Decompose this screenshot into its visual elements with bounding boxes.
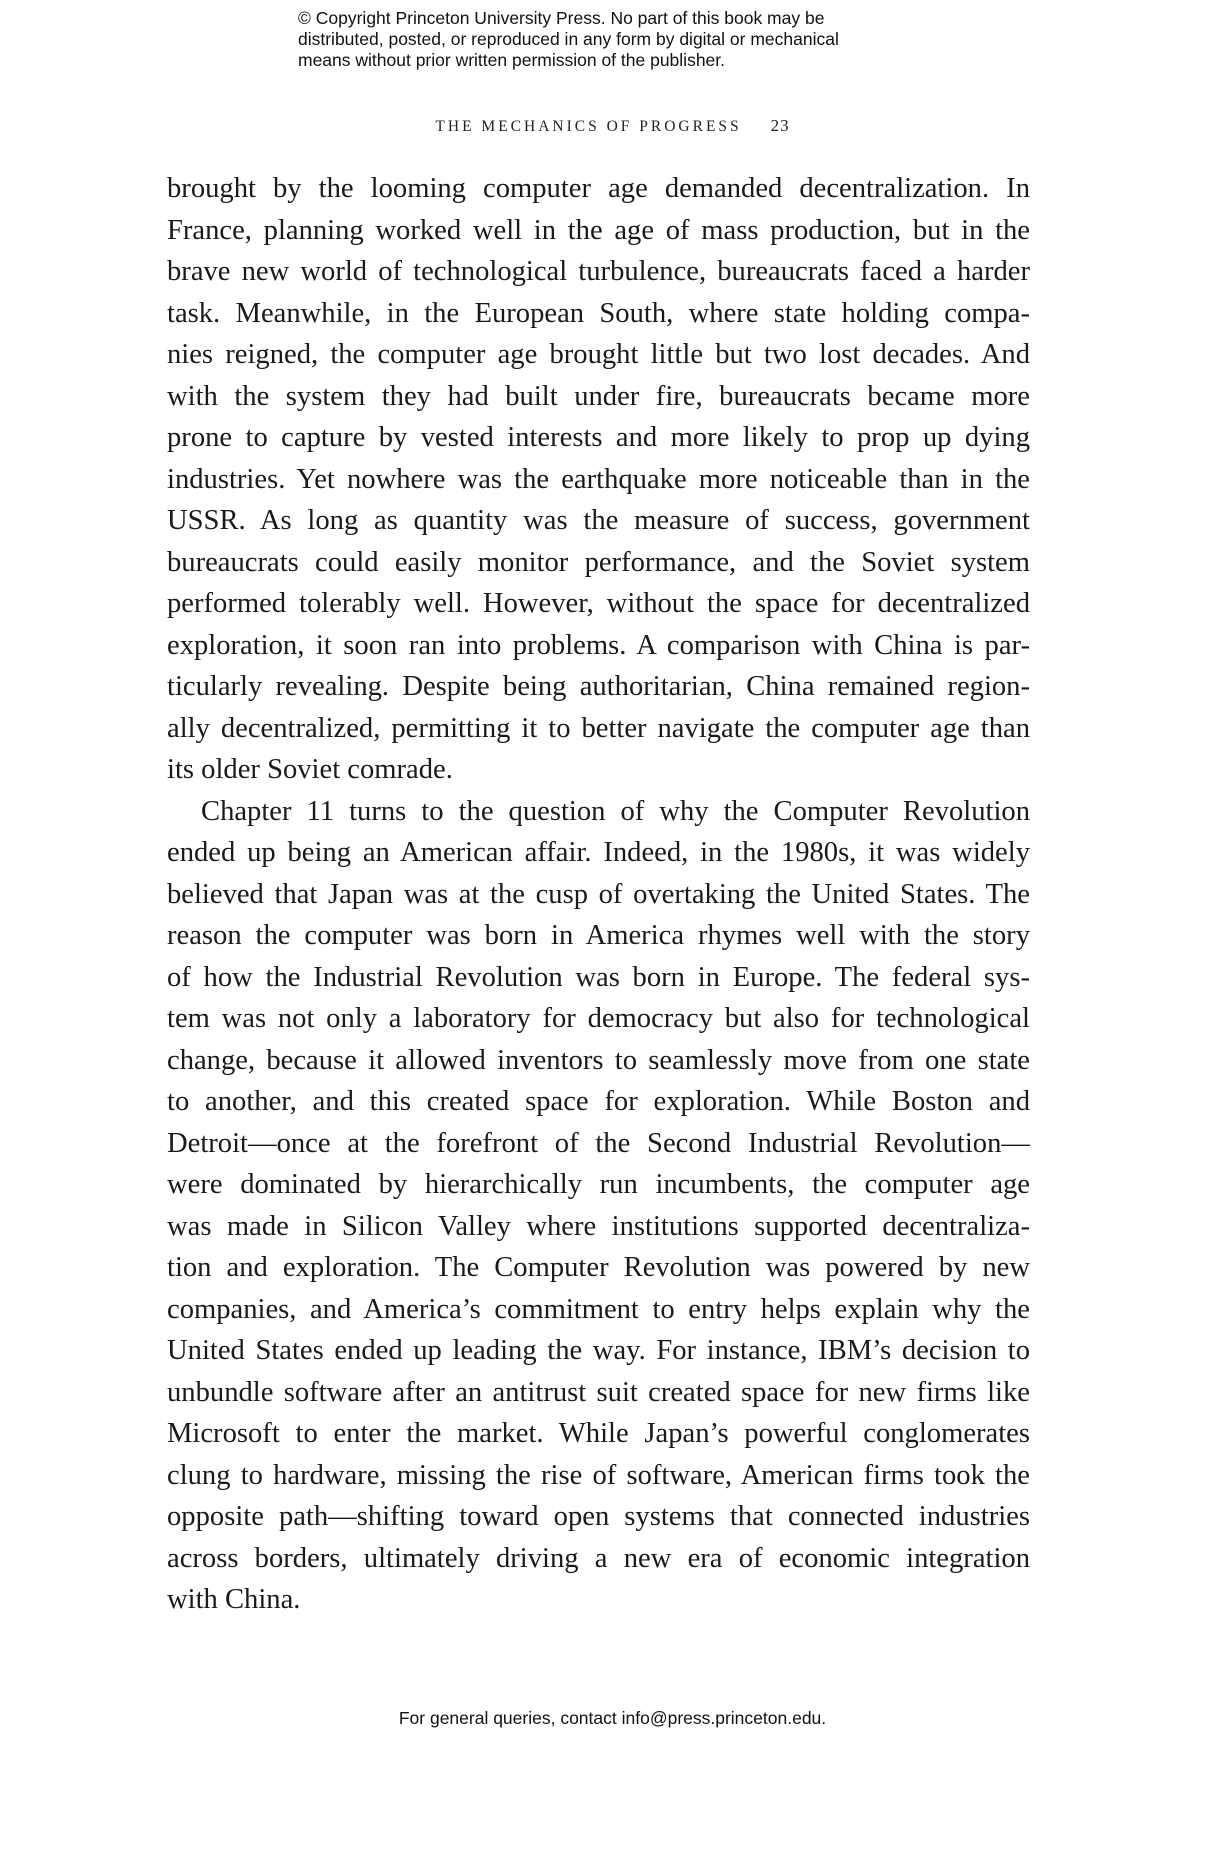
text-line: reason the computer was born in America rhymes well with the story — [167, 920, 1030, 951]
text-line: Microsoft to enter the market. While Japan’s powerful conglomerates — [167, 1418, 1030, 1449]
text-line: performed tolerably well. However, without the space for decentralized — [167, 588, 1030, 619]
text-line: task. Meanwhile, in the European South, where state holding compa- — [167, 297, 1030, 329]
text-line: with China. — [167, 1584, 301, 1615]
text-line: France, planning worked well in the age of mass production, but in the — [167, 214, 1030, 246]
running-title: THE MECHANICS OF PROGRESS — [435, 118, 742, 135]
text-line: United States ended up leading the way. For instance, IBM’s decision to — [167, 1335, 1030, 1366]
text-line: Detroit—once at the forefront of the Second Industrial Revolution— — [167, 1127, 1030, 1159]
text-line: brought by the looming computer age demanded decentralization. In — [167, 173, 1030, 204]
text-line: tion and exploration. The Computer Revolution was powered by new — [167, 1252, 1030, 1283]
text-line: Chapter 11 turns to the question of why the Computer Revolution — [201, 795, 1030, 827]
text-line: companies, and America’s commitment to entry helps explain why the — [167, 1293, 1030, 1325]
page-number: 23 — [770, 116, 790, 135]
text-line: clung to hardware, missing the rise of software, American firms took the — [167, 1459, 1030, 1491]
paragraph-1 — [167, 168, 1030, 791]
text-line: was made in Silicon Valley where institutions supported decentraliza- — [167, 1210, 1030, 1242]
text-line: tem was not only a laboratory for democracy but also for technological — [167, 1003, 1030, 1034]
text-line: USSR. As long as quantity was the measure of success, government — [167, 505, 1030, 536]
text-line: ally decentralized, permitting it to better navigate the computer age than — [167, 712, 1030, 744]
copyright-line: means without prior written permission of the publisher. — [298, 50, 726, 70]
footer-contact: For general queries, contact info@press.princeton.edu. — [398, 1708, 827, 1728]
text-line: were dominated by hierarchically run incumbents, the computer age — [167, 1169, 1030, 1200]
running-head — [0, 116, 1225, 136]
body-text — [167, 168, 1030, 1621]
text-line: prone to capture by vested interests and more likely to prop up dying — [167, 422, 1030, 453]
copyright-line: © Copyright Princeton University Press. No part of this book may be — [298, 8, 825, 28]
text-line: across borders, ultimately driving a new era of economic integration — [167, 1542, 1030, 1574]
text-line: unbundle software after an antitrust suit created space for new firms like — [167, 1376, 1030, 1408]
text-line: ticularly revealing. Despite being authoritarian, China remained region- — [167, 671, 1030, 702]
text-line: bureaucrats could easily monitor performance, and the Soviet system — [167, 546, 1030, 578]
text-line: with the system they had built under fire, bureaucrats became more — [167, 380, 1030, 412]
paragraph-2 — [167, 791, 1030, 1621]
copyright-line: distributed, posted, or reproduced in any form by digital or mechanical — [298, 29, 839, 49]
text-line: brave new world of technological turbulence, bureaucrats faced a harder — [167, 256, 1030, 287]
text-line: its older Soviet comrade. — [167, 754, 453, 785]
text-line: nies reigned, the computer age brought little but two lost decades. And — [167, 339, 1030, 370]
text-line: believed that Japan was at the cusp of overtaking the United States. The — [167, 878, 1030, 910]
text-line: change, because it allowed inventors to seamlessly move from one state — [167, 1044, 1030, 1076]
copyright-notice — [298, 8, 938, 71]
text-line: exploration, it soon ran into problems. A comparison with China is par- — [167, 629, 1030, 661]
text-line: ended up being an American affair. Indeed, in the 1980s, it was widely — [167, 837, 1030, 868]
text-line: to another, and this created space for exploration. While Boston and — [167, 1086, 1030, 1117]
text-line: industries. Yet nowhere was the earthquake more noticeable than in the — [167, 463, 1030, 495]
text-line: of how the Industrial Revolution was born in Europe. The federal sys- — [167, 961, 1030, 993]
text-line: opposite path—shifting toward open systems that connected industries — [167, 1501, 1030, 1532]
